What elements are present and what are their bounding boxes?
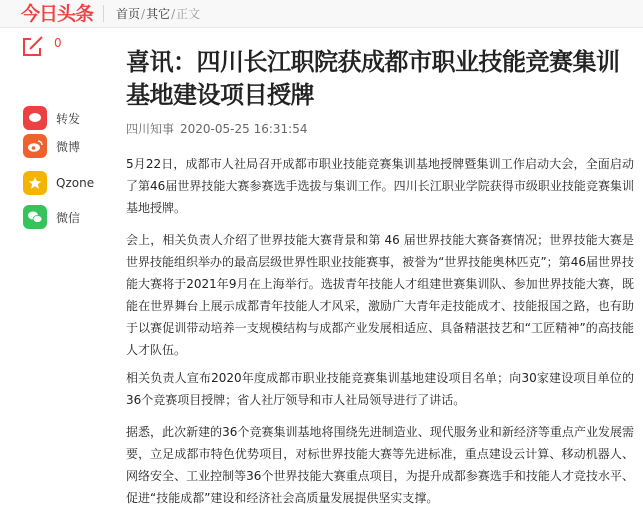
share-wechat[interactable] bbox=[23, 205, 113, 229]
share-qzone[interactable] bbox=[23, 171, 113, 195]
article-paragraph: 据悉，此次新建的36个竞赛集训基地将围绕先进制造业、现代服务业和新经济等重点产业发展需要，立足成都市特色优势项目，对标世界技能大赛等先进标准，重点建设云计算、移动机器人、网络安全、工业控制等36个世界技能大赛重点项目，为提升成都参赛选手和技能人才竞技水平、促进“技能成都”建设和经济社会高质量发展提供坚实支撑。 bbox=[126, 425, 634, 505]
article-source[interactable]: 四川知事 bbox=[126, 122, 175, 136]
comment-button[interactable] bbox=[21, 34, 47, 60]
top-bar bbox=[0, 0, 643, 28]
repost-icon bbox=[23, 106, 47, 130]
share-qzone-label: Qzone bbox=[56, 176, 95, 190]
logo-divider bbox=[103, 5, 104, 22]
article-paragraph: 会上，相关负责人介绍了世界技能大赛背景和第 46 届世界技能大赛备赛情况；世界技能大赛是世界技能组织举办的最高层级世界性职业技能赛事，被誉为“世界技能奥林匹克”；第46届世界技能大赛将于2021年9月在上海举行。选拔青年技能人才组建世赛集训队、参加世界技能大赛，既能在世界舞台上展示成都青年技能人才风采，激励广大青年走技能成才、技能报国之路，也有助于以赛促训带动培养一支规模结构与成都产业发展相适应、具备精湛技艺和“工匠精神”的高技能人才队伍。 bbox=[126, 233, 634, 357]
share-repost[interactable] bbox=[23, 106, 113, 130]
wechat-icon bbox=[23, 205, 47, 229]
breadcrumb bbox=[116, 6, 200, 22]
share-weibo-label: 微博 bbox=[56, 139, 81, 154]
article-time: 2020-05-25 16:31:54 bbox=[180, 122, 308, 136]
article-paragraph: 5月22日，成都市人社局召开成都市职业技能竞赛集训基地授牌暨集训工作启动大会，全面启动了第46届世界技能大赛参赛选手选拔与集训工作。四川长江职业学院获得市级职业技能竞赛集训基地授牌。 bbox=[126, 157, 634, 215]
share-sidebar bbox=[0, 28, 100, 512]
article-meta bbox=[126, 121, 634, 137]
share-weibo[interactable] bbox=[23, 134, 113, 158]
breadcrumb-separator: / bbox=[141, 7, 146, 21]
comment-edit-icon bbox=[21, 36, 45, 58]
share-wechat-label: 微信 bbox=[56, 210, 81, 225]
breadcrumb-home[interactable]: 首页 bbox=[116, 7, 141, 21]
breadcrumb-separator: / bbox=[171, 7, 176, 21]
article-title: 喜讯：四川长江职院获成都市职业技能竞赛集训基地建设项目授牌 bbox=[126, 48, 620, 109]
breadcrumb-current: 正文 bbox=[176, 7, 201, 21]
weibo-icon bbox=[23, 134, 47, 158]
article-header bbox=[126, 46, 634, 137]
site-logo[interactable]: 今日头条 bbox=[21, 3, 94, 25]
breadcrumb-other[interactable]: 其它 bbox=[146, 7, 171, 21]
share-repost-label: 转发 bbox=[56, 111, 81, 126]
comment-count[interactable]: 0 bbox=[54, 36, 62, 50]
article-paragraph: 相关负责人宣布2020年度成都市职业技能竞赛集训基地建设项目名单；向30家建设项目单位的36个竞赛项目授牌；省人社厅领导和市人社局领导进行了讲话。 bbox=[126, 371, 634, 407]
qzone-icon bbox=[23, 171, 47, 195]
